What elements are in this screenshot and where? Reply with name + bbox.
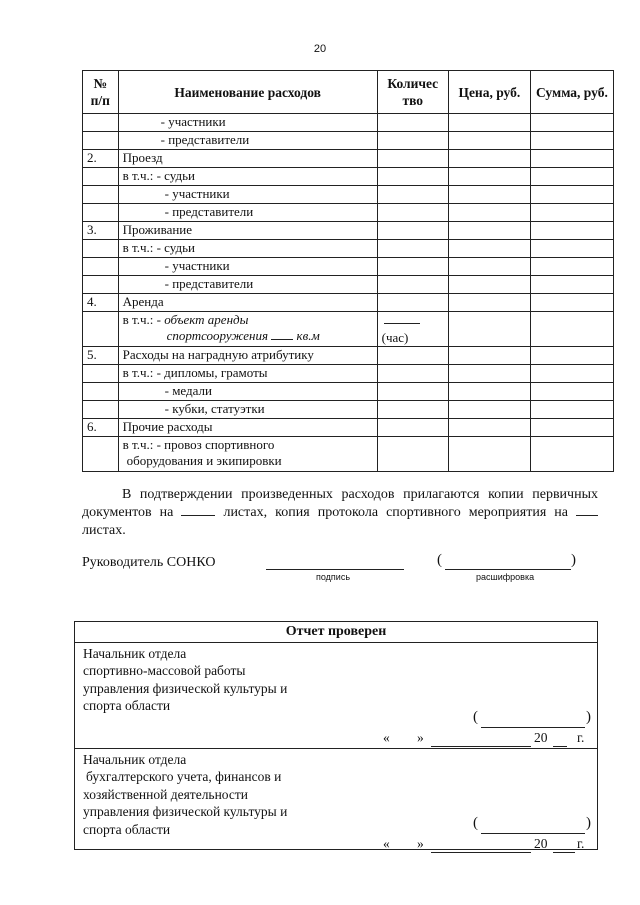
rent-object: объект аренды <box>164 312 249 327</box>
year-prefix: 20 <box>534 835 548 851</box>
month-line <box>431 746 531 747</box>
block2-line: спорта области <box>83 821 171 837</box>
paren-close: ) <box>586 708 591 725</box>
decode-line <box>445 569 571 570</box>
table-row <box>83 150 614 168</box>
row-name: Проезд <box>118 150 377 168</box>
row-num <box>83 401 119 419</box>
row-num <box>83 365 119 383</box>
signature-caption: подпись <box>316 572 351 582</box>
table-row <box>83 258 614 276</box>
block2-line: хозяйственной деятельности <box>83 786 249 802</box>
row-num <box>83 204 119 222</box>
row-name: Аренда <box>118 294 377 312</box>
rent-qty <box>377 312 448 347</box>
row-num <box>83 132 119 150</box>
year-suffix: г. <box>577 835 585 851</box>
block2-line: Начальник отдела <box>83 751 187 767</box>
decode-open-paren: ( <box>437 552 442 568</box>
paren-open: ( <box>473 708 478 725</box>
confirmation-text-2: листах, копия протокола спортивного мероприятия на <box>223 505 568 520</box>
table-header-row <box>83 71 614 114</box>
row-num: 6. <box>83 419 119 437</box>
other-line-2: оборудования и экипировки <box>126 453 282 468</box>
row-name: - кубки, статуэтки <box>118 401 377 419</box>
table-row <box>83 401 614 419</box>
protocol-pages-blank <box>576 515 598 516</box>
check-title: Отчет проверен <box>75 622 598 643</box>
row-num <box>83 186 119 204</box>
year-line <box>553 746 567 747</box>
row-num <box>83 114 119 132</box>
table-row <box>83 168 614 186</box>
row-name: - участники <box>118 258 377 276</box>
block2-line: управления физической культуры и <box>83 804 288 819</box>
rent-blank <box>271 339 293 340</box>
row-name: в т.ч.: - судьи <box>118 168 377 186</box>
header-name: Наименование расходов <box>118 71 377 114</box>
date-open: « <box>383 729 390 745</box>
table-row <box>83 204 614 222</box>
row-name-rent <box>118 312 377 347</box>
row-name: - участники <box>118 114 377 132</box>
year-prefix: 20 <box>534 729 548 745</box>
rent-unit: кв.м <box>296 328 320 343</box>
decode-caption: расшифровка <box>476 572 535 582</box>
row-num <box>83 312 119 347</box>
year-suffix: г. <box>577 729 585 745</box>
row-name: - представители <box>118 204 377 222</box>
pages-blank <box>181 515 215 516</box>
row-name-other <box>118 437 377 472</box>
table-row <box>83 347 614 365</box>
row-num: 3. <box>83 222 119 240</box>
rent-qty-unit: (час) <box>381 330 409 345</box>
header-sum: Сумма, руб. <box>530 71 613 114</box>
table-row <box>83 132 614 150</box>
page-number: 20 <box>313 43 327 55</box>
date-close: » <box>417 835 424 851</box>
check-block-2 <box>75 748 598 849</box>
row-name: в т.ч.: - дипломы, грамоты <box>118 365 377 383</box>
rent-prefix: в т.ч.: - <box>122 312 161 327</box>
row-num: 2. <box>83 150 119 168</box>
row-num <box>83 437 119 472</box>
year-line <box>553 852 575 853</box>
table-row <box>83 365 614 383</box>
rent-facility: спортсооружения <box>166 328 269 343</box>
confirmation-paragraph <box>82 486 598 540</box>
table-row <box>83 276 614 294</box>
block1-line: спортивно-массовой работы <box>83 663 246 678</box>
month-line <box>431 852 531 853</box>
row-name: - представители <box>118 132 377 150</box>
decode-line <box>481 727 585 728</box>
table-row <box>83 240 614 258</box>
table-row <box>83 294 614 312</box>
row-name: Проживание <box>118 222 377 240</box>
row-num: 4. <box>83 294 119 312</box>
row-num <box>83 258 119 276</box>
confirmation-text-3: листах. <box>82 523 126 538</box>
table-row <box>83 186 614 204</box>
confirmation-text-1: В подтверждении произведенных расходов прилагаются копии первичных документов на <box>82 487 598 520</box>
row-name: Расходы на наградную атрибутику <box>118 347 377 365</box>
row-name: - участники <box>118 186 377 204</box>
expenses-table <box>82 70 614 472</box>
header-qty: Количес тво <box>377 71 448 114</box>
row-name: Прочие расходы <box>118 419 377 437</box>
header-num: № п/п <box>83 71 119 114</box>
decode-close-paren: ) <box>571 552 576 568</box>
paren-open: ( <box>473 814 478 831</box>
date-close: » <box>417 729 424 745</box>
other-line-1: в т.ч.: - провоз спортивного <box>122 437 275 452</box>
row-name: - медали <box>118 383 377 401</box>
row-name: - представители <box>118 276 377 294</box>
row-num <box>83 168 119 186</box>
row-num <box>83 383 119 401</box>
table-row <box>83 419 614 437</box>
table-row <box>83 383 614 401</box>
paren-close: ) <box>586 814 591 831</box>
row-num <box>83 276 119 294</box>
decode-line <box>481 833 585 834</box>
check-table <box>74 621 598 850</box>
block1-line: спорта области <box>83 698 171 713</box>
table-row <box>83 312 614 347</box>
block1-line: Начальник отдела <box>83 645 187 661</box>
row-name: в т.ч.: - судьи <box>118 240 377 258</box>
table-row <box>83 114 614 132</box>
table-row <box>83 437 614 472</box>
header-price: Цена, руб. <box>448 71 530 114</box>
signature-line <box>266 569 404 570</box>
signature-label: Руководитель СОНКО <box>82 555 216 570</box>
date-open: « <box>383 835 390 851</box>
table-row <box>83 222 614 240</box>
row-num: 5. <box>83 347 119 365</box>
block2-line: бухгалтерского учета, финансов и <box>86 769 282 784</box>
row-num <box>83 240 119 258</box>
block1-line: управления физической культуры и <box>83 680 288 696</box>
check-block-1 <box>75 642 598 748</box>
